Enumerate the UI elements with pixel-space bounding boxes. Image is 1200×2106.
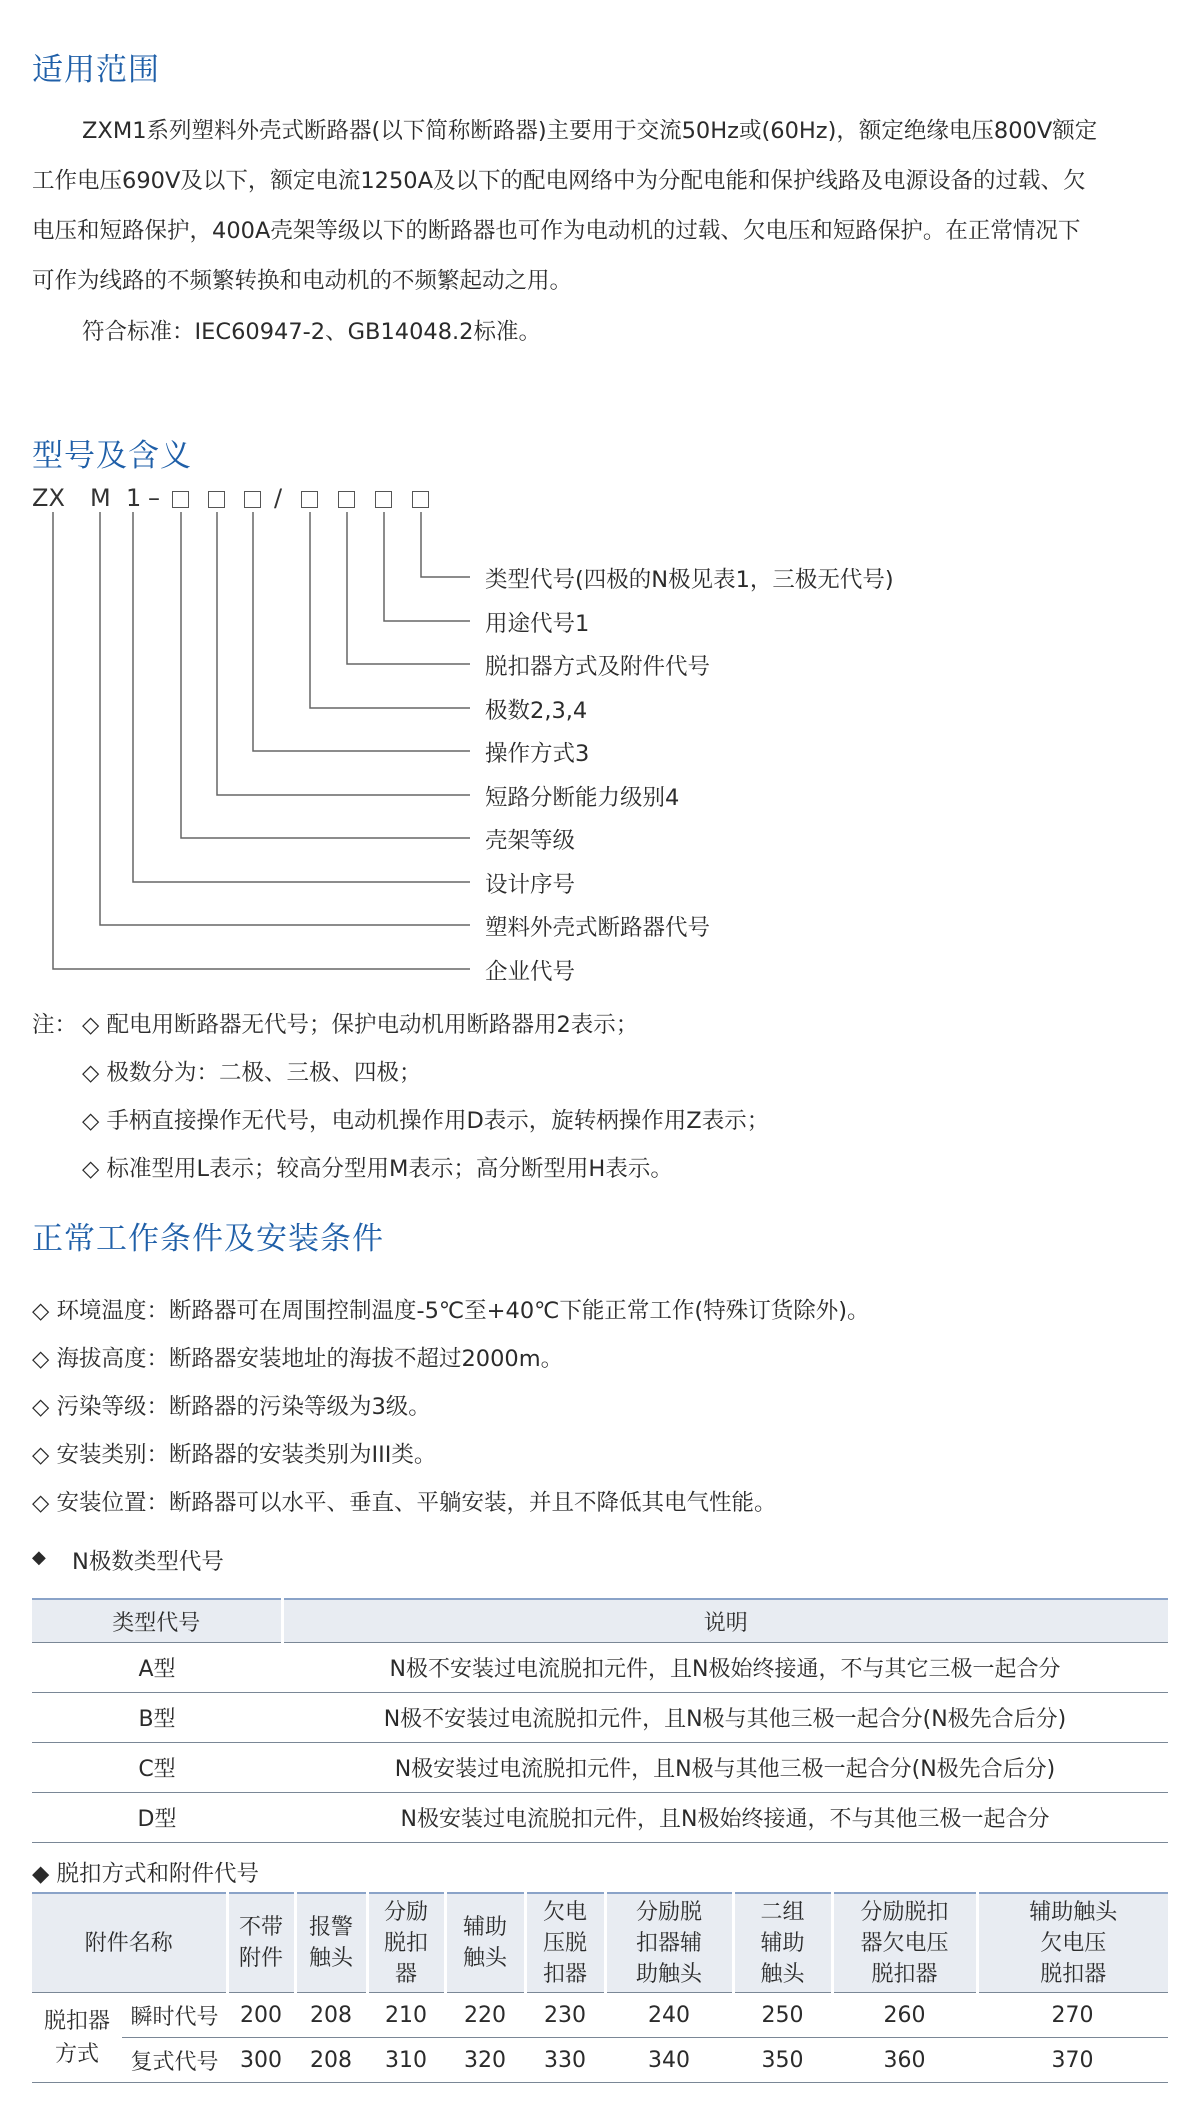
condition-item: ◇ 污染等级：断路器的污染等级为3级。: [32, 1394, 431, 1420]
header-line: 压脱: [542, 1930, 587, 1956]
note-item: ◇ 标准型用L表示；较高分型用M表示；高分断型用H表示。: [82, 1156, 673, 1182]
meaning-item: 设计序号: [485, 872, 576, 898]
code-one: 1: [126, 484, 142, 512]
table-cell: 310: [367, 2038, 445, 2083]
condition-item: ◇ 环境温度：断路器可在周围控制温度-5℃至+40℃下能正常工作(特殊订货除外)。: [32, 1298, 870, 1324]
table-cell: 208: [295, 2038, 367, 2083]
table-cell: 220: [445, 1993, 525, 2038]
table-header-cell: 类型代号: [32, 1599, 282, 1643]
header-line: 脱扣: [383, 1930, 428, 1956]
table-row: [32, 1743, 1168, 1793]
header-line: 辅助触头: [1029, 1899, 1118, 1925]
table-cell: 230: [525, 1993, 605, 2038]
header-line: 欠电压: [1040, 1930, 1107, 1956]
header-line: 辅助: [462, 1915, 507, 1940]
table-header-cell: [367, 1893, 445, 1993]
note-prefix: 注：: [32, 1012, 78, 1038]
table-header-cell: [525, 1893, 605, 1993]
code-dash: –: [148, 484, 160, 512]
table-cell: N极安装过电流脱扣元件，且N极始终接通，不与其他三极一起合分: [282, 1793, 1168, 1843]
table-header-cell: [32, 1893, 227, 1993]
table-header-cell: 说明: [282, 1599, 1168, 1643]
header-line: 附件名称: [84, 1930, 173, 1956]
n-table-heading: N极数类型代号: [72, 1549, 224, 1575]
section-title-scope: 适用范围: [32, 52, 160, 88]
header-line: 扣器辅: [635, 1930, 702, 1956]
row-label: 复式代号: [122, 2038, 227, 2083]
standards-text: 符合标准：IEC60947-2、GB14048.2标准。: [82, 319, 541, 345]
table-row: [32, 1993, 1168, 2038]
header-line: 脱扣器: [1040, 1961, 1107, 1987]
table-header-cell: [733, 1893, 832, 1993]
meaning-item: 类型代号(四极的N极见表1，三极无代号): [485, 567, 894, 593]
note-item: ◇ 手柄直接操作无代号，电动机操作用D表示，旋转柄操作用Z表示；: [82, 1108, 770, 1134]
header-line: 分励: [383, 1899, 428, 1925]
meaning-item: 壳架等级: [485, 828, 576, 854]
table-header-cell: [445, 1893, 525, 1993]
code-zx: ZX: [32, 484, 65, 512]
table-cell: 210: [367, 1993, 445, 2038]
table-header-cell: [227, 1893, 295, 1993]
condition-item: ◇ 海拔高度：断路器安装地址的海拔不超过2000m。: [32, 1346, 564, 1372]
meaning-item: 极数2,3,4: [485, 698, 588, 724]
table-row: [32, 1693, 1168, 1743]
meaning-item: 塑料外壳式断路器代号: [485, 915, 711, 941]
table-cell: D型: [32, 1793, 282, 1843]
condition-item: ◇ 安装类别：断路器的安装类别为III类。: [32, 1442, 437, 1468]
header-line: 触头: [308, 1946, 353, 1971]
table-row: [32, 2038, 1168, 2083]
table-cell: 260: [832, 1993, 977, 2038]
table-header-row: [32, 1893, 1168, 1993]
header-line: 欠电: [542, 1899, 587, 1925]
table-row: [32, 1643, 1168, 1693]
header-line: 不带: [238, 1915, 283, 1940]
note-item: ◇ 配电用断路器无代号；保护电动机用断路器用2表示；: [82, 1012, 639, 1038]
row-group-line: 脱扣器: [43, 2008, 110, 2034]
table-cell: 270: [977, 1993, 1168, 2038]
release-table: [32, 1892, 1168, 2083]
table-header-cell: [832, 1893, 977, 1993]
scope-line: 工作电压690V及以下，额定电流1250A及以下的配电网络中为分配电能和保护线路及电源设备的过载、欠: [32, 168, 1086, 194]
scope-line: 电压和短路保护，400A壳架等级以下的断路器也可作为电动机的过载、欠电压和短路保护。在正常情况下: [32, 218, 1081, 244]
meaning-item: 用途代号1: [485, 611, 590, 637]
n-pole-table: [32, 1598, 1168, 1843]
header-line: 触头: [760, 1961, 805, 1987]
n-table-bullet: ◆: [32, 1547, 46, 1568]
header-line: 器欠电压: [860, 1930, 949, 1956]
table-cell: N极不安装过电流脱扣元件，且N极始终接通，不与其它三极一起合分: [282, 1643, 1168, 1693]
header-line: 报警: [308, 1915, 353, 1940]
table-cell: 240: [605, 1993, 733, 2038]
row-group-line: 方式: [54, 2041, 99, 2067]
table-cell: 200: [227, 1993, 295, 2038]
meaning-item: 短路分断能力级别4: [485, 785, 680, 811]
release-table-heading: ◆ 脱扣方式和附件代号: [32, 1861, 259, 1887]
table-cell: 360: [832, 2038, 977, 2083]
table-cell: 370: [977, 2038, 1168, 2083]
header-line: 脱扣器: [871, 1961, 938, 1987]
table-cell: C型: [32, 1743, 282, 1793]
meaning-item: 企业代号: [485, 959, 576, 985]
scope-line: ZXM1系列塑料外壳式断路器(以下简称断路器)主要用于交流50Hz或(60Hz)，额定绝缘电压800V额定: [82, 118, 1098, 144]
table-cell: 320: [445, 2038, 525, 2083]
header-line: 辅助: [760, 1930, 805, 1956]
note-item: ◇ 极数分为：二极、三极、四极；: [82, 1060, 422, 1086]
section-title-model: 型号及含义: [32, 438, 192, 474]
table-header-cell: [295, 1893, 367, 1993]
code-m: M: [90, 484, 111, 512]
meaning-item: 脱扣器方式及附件代号: [485, 654, 711, 680]
table-cell: A型: [32, 1643, 282, 1693]
header-line: 器: [394, 1961, 417, 1987]
table-row: [32, 1793, 1168, 1843]
table-cell: B型: [32, 1693, 282, 1743]
header-line: 助触头: [635, 1961, 702, 1987]
table-cell: 330: [525, 2038, 605, 2083]
condition-item: ◇ 安装位置：断路器可以水平、垂直、平躺安装，并且不降低其电气性能。: [32, 1490, 777, 1516]
table-cell: N极安装过电流脱扣元件，且N极与其他三极一起合分(N极先合后分): [282, 1743, 1168, 1793]
header-line: 分励脱: [635, 1899, 702, 1925]
scope-line: 可作为线路的不频繁转换和电动机的不频繁起动之用。: [32, 268, 573, 294]
table-cell: 208: [295, 1993, 367, 2038]
table-cell: 350: [733, 2038, 832, 2083]
header-line: 附件: [238, 1946, 283, 1971]
table-header-cell: [605, 1893, 733, 1993]
table-header-row: [32, 1599, 1168, 1643]
table-cell: 300: [227, 2038, 295, 2083]
table-cell: 340: [605, 2038, 733, 2083]
header-line: 分励脱扣: [860, 1899, 949, 1925]
header-line: 扣器: [542, 1961, 587, 1987]
table-header-cell: [977, 1893, 1168, 1993]
row-label: 瞬时代号: [122, 1993, 227, 2038]
table-cell: 250: [733, 1993, 832, 2038]
header-line: 二组: [760, 1899, 805, 1925]
table-cell: N极不安装过电流脱扣元件，且N极与其他三极一起合分(N极先合后分): [282, 1693, 1168, 1743]
meaning-item: 操作方式3: [485, 741, 590, 767]
section-title-conditions: 正常工作条件及安装条件: [32, 1221, 384, 1257]
header-line: 触头: [462, 1946, 507, 1971]
code-slash: /: [274, 484, 283, 512]
row-group-label: [32, 1993, 122, 2083]
